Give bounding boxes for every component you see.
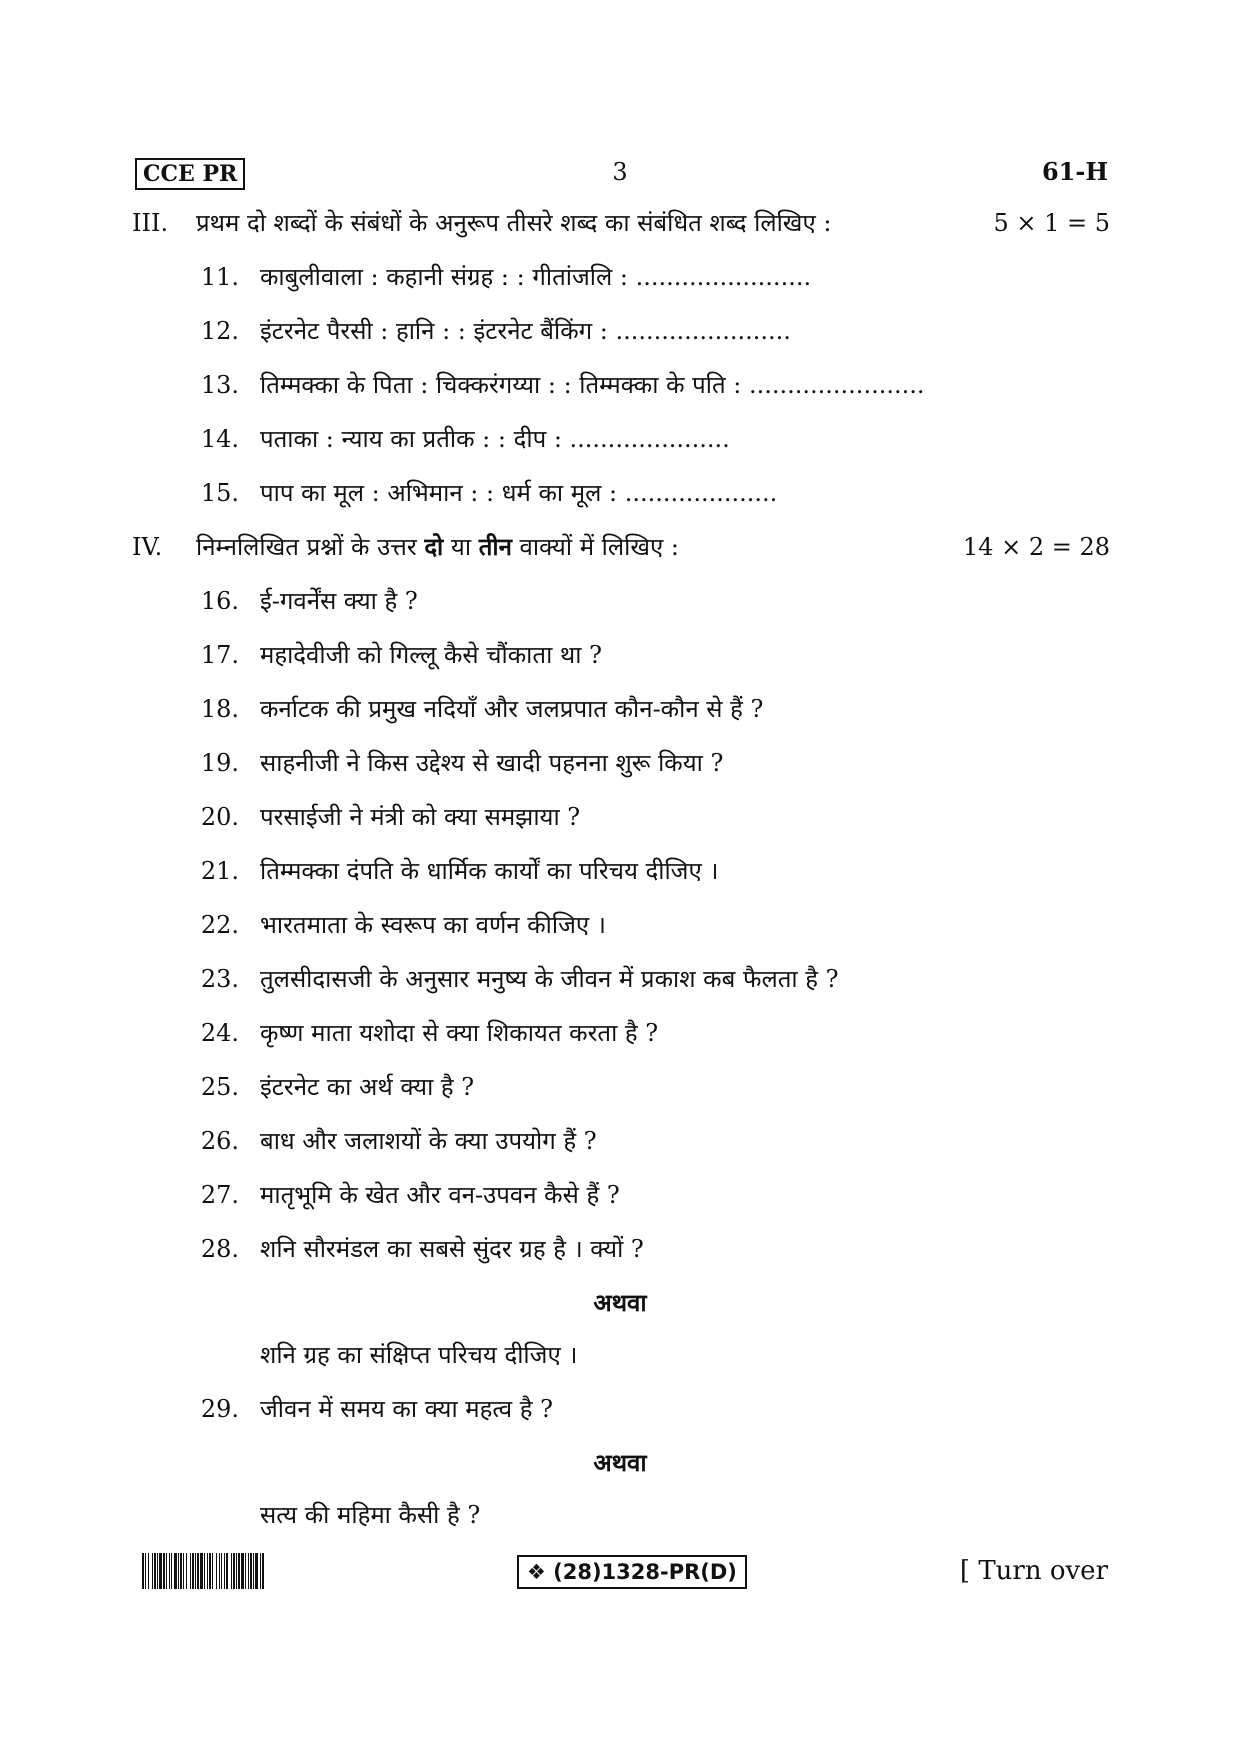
- section-4-roman: IV.: [132, 533, 163, 561]
- section-3-marks: 5 × 1 = 5: [993, 209, 1110, 237]
- or-label-28: अथवा: [593, 1288, 647, 1317]
- section-4-marks: 14 × 2 = 28: [962, 533, 1110, 561]
- question-28-alternative: शनि ग्रह का संक्षिप्त परिचय दीजिए ।: [260, 1341, 578, 1369]
- section-3-instruction: प्रथम दो शब्दों के संबंधों के अनुरूप तीसरे शब्द का संबंधित शब्द लिखिए :: [196, 209, 832, 237]
- page-number: 3: [612, 158, 628, 186]
- question-29-alternative: सत्य की महिमा कैसी है ?: [260, 1501, 481, 1529]
- turn-over-label: [ Turn over: [959, 1556, 1108, 1586]
- section-3-roman: III.: [132, 209, 169, 237]
- section-4-instruction: निम्नलिखित प्रश्नों के उत्तर दो या तीन वाक्यों में लिखिए :: [196, 532, 680, 561]
- or-label-29: अथवा: [593, 1448, 647, 1477]
- cce-pr-badge: CCE PR: [135, 158, 245, 190]
- barcode-image: [142, 1553, 388, 1589]
- exam-page: CCE PR 3 61-H III. प्रथम दो शब्दों के संबंधों के अनुरूप तीसरे शब्द का संबंधित शब्द लिखिए : 5 × 1 = 5 11. काबुलीवाला : कहानी संग्रह : : गीतांजलि : ....................... 12. इंटरनेट पैरसी : हानि : : इंटरनेट बैंकिंग : ....................... 13. तिम्मक्का के पिता : चिक्करंगय्या : : तिम्मक्का के पति : ....................... 14. पताका : न्याय का प्रतीक : : दीप : ..................... 15. पाप का मूल : अभिमान : : धर्म का मूल : .................... IV. निम्नलिखित प्रश्नों के उत्तर दो या तीन वाक्यों में लिखिए : 14 × 2 = 28 16. ई-गवर्नेंस क्या है ? 17. महादेवीजी को गिल्लू कैसे चौंकाता था ? 18. कर्नाटक की प्रमुख नदियाँ और जलप्रपात कौन-कौन से हैं ? 19. साहनीजी ने किस उद्देश्य से खादी पहनना शुरू किया ? 20. परसाईजी ने मंत्री को क्या समझाया ? 21. तिम्मक्का दंपति के धार्मिक कार्यों का परिचय दीजिए । 22. भारतमाता के स्वरूप का वर्णन कीजिए । 23. तुलसीदासजी के अनुसार मनुष्य के जीवन में प्रकाश कब फैलता है ? 24. कृष्ण माता यशोदा से क्या शिकायत करता है ? 25. इंटरनेट का अर्थ क्या है ? 26. बाध और जलाशयों के क्या उपयोग हैं ? 27. मातृभूमि के खेत और वन-उपवन कैसे हैं ? 28. शनि सौरमंडल का सबसे सुंदर ग्रह है । क्यों ? अथवा शनि ग्रह का संक्षिप्त परिचय दीजिए । 29. जीवन में समय का क्या महत्व है ? अथवा सत्य की महिमा कैसी है ? ❖ (28)1328-PR(D) [ Turn over: [0, 0, 1240, 1755]
- paper-code: ❖ (28)1328-PR(D): [517, 1555, 747, 1589]
- subject-code: 61-H: [1041, 157, 1108, 186]
